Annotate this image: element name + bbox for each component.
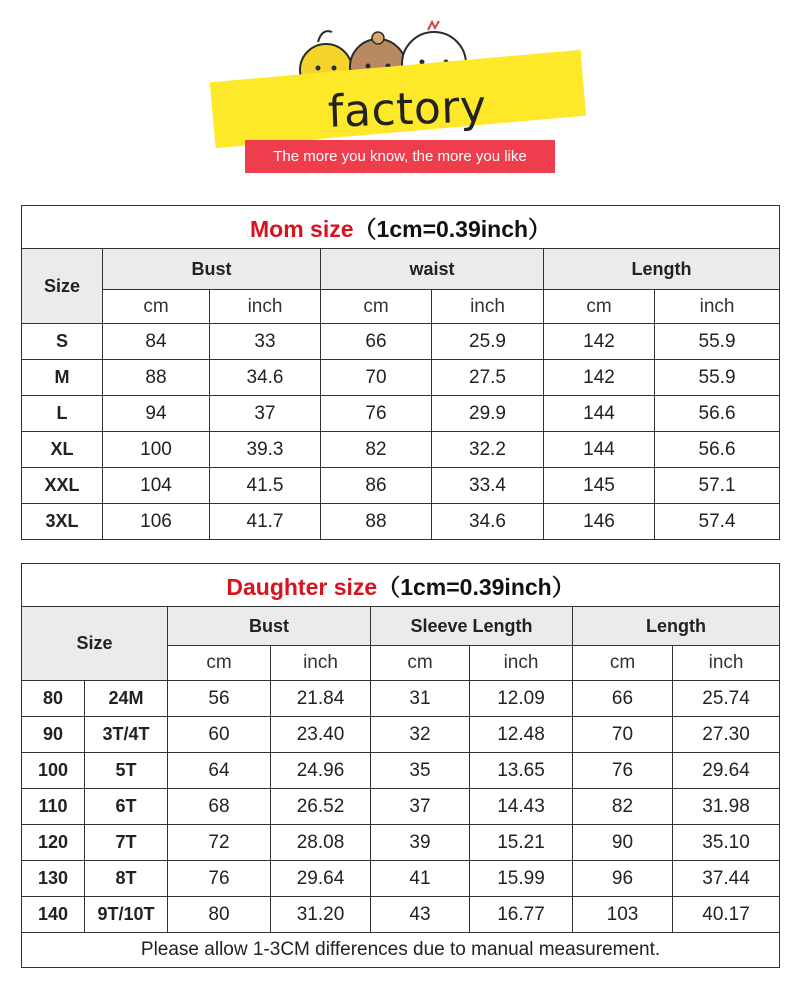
measurement-cell: 25.9 [432,324,544,360]
size-label-cell: 110 [22,789,85,825]
measurement-cell: 70 [321,360,432,396]
measurement-cell: 57.1 [655,468,780,504]
size-label-cell: S [22,324,103,360]
measurement-cell: 86 [321,468,432,504]
daughter-size-row [22,825,780,861]
measurement-cell: 41.7 [210,504,321,540]
measurement-cell: 57.4 [655,504,780,540]
measurement-cell: 104 [103,468,210,504]
measurement-cell: 32 [371,717,470,753]
measurement-cell: 15.21 [470,825,573,861]
measurement-cell: 106 [103,504,210,540]
unit-header: inch [470,646,573,681]
measurement-cell: 26.52 [271,789,371,825]
measurement-cell: 56.6 [655,432,780,468]
measurement-cell: 35 [371,753,470,789]
measurement-cell: 144 [544,432,655,468]
size-label-cell: 8T [85,861,168,897]
measurement-cell: 37 [210,396,321,432]
measurement-cell: 41.5 [210,468,321,504]
measurement-cell: 37.44 [673,861,780,897]
mom-length-header: Length [544,249,780,290]
unit-header: inch [673,646,780,681]
measurement-cell: 28.08 [271,825,371,861]
size-label-cell: 5T [85,753,168,789]
daughter-bust-header: Bust [168,607,371,646]
measurement-cell: 27.5 [432,360,544,396]
mom-title-conversion: （1cm=0.39inch） [353,215,552,242]
measurement-cell: 16.77 [470,897,573,933]
brand-name: factory [327,81,488,138]
daughter-length-header: Length [573,607,780,646]
measurement-cell: 31.98 [673,789,780,825]
mom-size-header: Size [22,249,103,324]
size-label-cell: 24M [85,681,168,717]
measurement-cell: 39 [371,825,470,861]
measurement-cell: 29.64 [271,861,371,897]
measurement-cell: 88 [321,504,432,540]
daughter-size-row [22,717,780,753]
daughter-size-row [22,897,780,933]
daughter-title-label: Daughter size [226,573,378,600]
measurement-cell: 90 [573,825,673,861]
size-label-cell: L [22,396,103,432]
unit-header: cm [103,290,210,324]
size-label-cell: 130 [22,861,85,897]
size-label-cell: 9T/10T [85,897,168,933]
daughter-title-conversion: （1cm=0.39inch） [377,573,575,600]
unit-header: cm [168,646,271,681]
size-label-cell: XXL [22,468,103,504]
unit-header: inch [271,646,371,681]
mom-waist-header: waist [321,249,544,290]
size-label-cell: 90 [22,717,85,753]
measurement-cell: 72 [168,825,271,861]
measurement-cell: 31.20 [271,897,371,933]
mom-size-row [22,432,780,468]
size-label-cell: 3XL [22,504,103,540]
measurement-cell: 70 [573,717,673,753]
size-label-cell: XL [22,432,103,468]
measurement-cell: 76 [573,753,673,789]
measurement-cell: 29.9 [432,396,544,432]
measurement-cell: 14.43 [470,789,573,825]
measurement-cell: 88 [103,360,210,396]
daughter-size-row [22,753,780,789]
daughter-size-row [22,681,780,717]
measurement-cell: 56 [168,681,271,717]
measurement-cell: 100 [103,432,210,468]
measurement-cell: 84 [103,324,210,360]
size-label-cell: 3T/4T [85,717,168,753]
measurement-cell: 32.2 [432,432,544,468]
measurement-cell: 68 [168,789,271,825]
measurement-cell: 31 [371,681,470,717]
measurement-cell: 12.09 [470,681,573,717]
mom-table-title [22,206,780,249]
measurement-cell: 103 [573,897,673,933]
daughter-size-row [22,861,780,897]
tagline: The more you know, the more you like [245,140,555,173]
measurement-cell: 34.6 [432,504,544,540]
size-label-cell: 100 [22,753,85,789]
measurement-cell: 64 [168,753,271,789]
measurement-cell: 37 [371,789,470,825]
measurement-cell: 12.48 [470,717,573,753]
daughter-size-table [21,563,780,968]
measurement-cell: 35.10 [673,825,780,861]
measurement-cell: 55.9 [655,324,780,360]
measurement-cell: 82 [321,432,432,468]
measurement-cell: 15.99 [470,861,573,897]
size-label-cell: M [22,360,103,396]
measurement-cell: 146 [544,504,655,540]
measurement-cell: 24.96 [271,753,371,789]
size-label-cell: 120 [22,825,85,861]
daughter-sleeve-header: Sleeve Length [371,607,573,646]
measurement-cell: 66 [573,681,673,717]
size-label-cell: 140 [22,897,85,933]
measurement-note: Please allow 1-3CM differences due to manual measurement. [22,933,780,968]
size-label-cell: 80 [22,681,85,717]
mom-title-label: Mom size [250,215,354,242]
measurement-cell: 66 [321,324,432,360]
measurement-cell: 142 [544,324,655,360]
measurement-cell: 76 [168,861,271,897]
unit-header: inch [210,290,321,324]
mom-size-row [22,396,780,432]
measurement-cell: 43 [371,897,470,933]
measurement-cell: 94 [103,396,210,432]
daughter-size-row [22,789,780,825]
measurement-cell: 80 [168,897,271,933]
mom-size-row [22,504,780,540]
measurement-cell: 96 [573,861,673,897]
measurement-cell: 41 [371,861,470,897]
measurement-cell: 56.6 [655,396,780,432]
measurement-cell: 76 [321,396,432,432]
measurement-cell: 145 [544,468,655,504]
measurement-cell: 25.74 [673,681,780,717]
measurement-cell: 34.6 [210,360,321,396]
unit-header: cm [321,290,432,324]
measurement-cell: 39.3 [210,432,321,468]
mom-bust-header: Bust [103,249,321,290]
measurement-cell: 33 [210,324,321,360]
measurement-cell: 29.64 [673,753,780,789]
banner [0,0,800,190]
measurement-cell: 33.4 [432,468,544,504]
measurement-cell: 27.30 [673,717,780,753]
measurement-cell: 13.65 [470,753,573,789]
measurement-cell: 142 [544,360,655,396]
unit-header: cm [544,290,655,324]
measurement-cell: 82 [573,789,673,825]
daughter-table-body [22,681,780,933]
measurement-cell: 40.17 [673,897,780,933]
measurement-cell: 21.84 [271,681,371,717]
measurement-cell: 144 [544,396,655,432]
mom-table-body [22,324,780,540]
size-label-cell: 6T [85,789,168,825]
unit-header: inch [655,290,780,324]
measurement-cell: 60 [168,717,271,753]
unit-header: cm [573,646,673,681]
daughter-size-header: Size [22,607,168,681]
unit-header: cm [371,646,470,681]
measurement-cell: 23.40 [271,717,371,753]
mom-size-row [22,324,780,360]
daughter-table-title [22,564,780,607]
size-label-cell: 7T [85,825,168,861]
measurement-cell: 55.9 [655,360,780,396]
mom-size-row [22,468,780,504]
mom-size-table [21,205,780,540]
mom-size-row [22,360,780,396]
unit-header: inch [432,290,544,324]
